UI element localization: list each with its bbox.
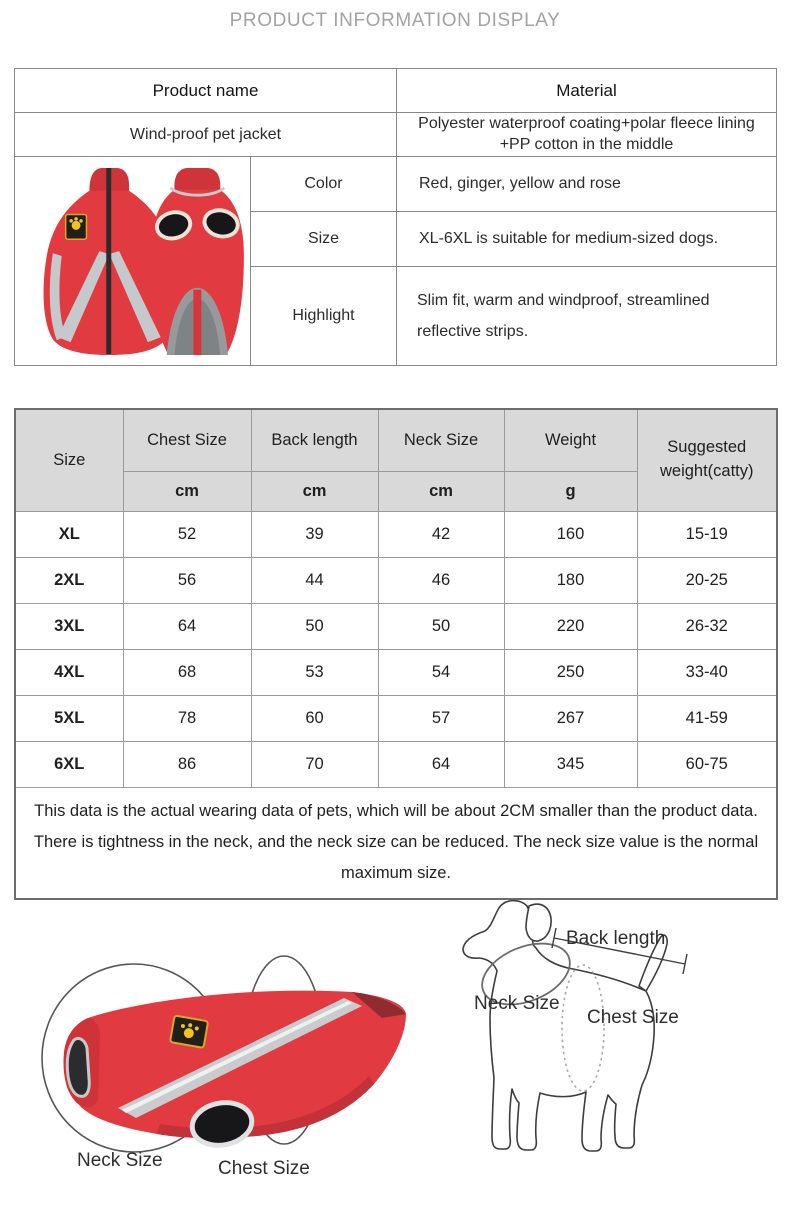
pet-jacket-front-back-image — [20, 162, 246, 360]
table-note — [15, 787, 777, 899]
cell-size: XL — [15, 511, 123, 557]
cell-weight: 220 — [504, 603, 637, 649]
cell-suggested: 26-32 — [637, 603, 777, 649]
cell-suggested: 41-59 — [637, 695, 777, 741]
cell-suggested: 15-19 — [637, 511, 777, 557]
cell-chest: 52 — [123, 511, 251, 557]
product-info-table — [14, 68, 777, 366]
product-name-header: Product name — [15, 69, 397, 113]
size-chart-table — [14, 408, 778, 900]
cell-size: 4XL — [15, 649, 123, 695]
cell-chest: 78 — [123, 695, 251, 741]
dog-chest-size-label: Chest Size — [587, 1007, 679, 1028]
unit-neck: cm — [378, 471, 504, 511]
cell-weight: 160 — [504, 511, 637, 557]
size-chart-header-row — [15, 409, 777, 471]
cell-chest: 56 — [123, 557, 251, 603]
cell-size: 6XL — [15, 741, 123, 787]
col-header-weight: Weight — [504, 409, 637, 471]
table-row-2xl — [15, 557, 777, 603]
note-line-1: This data is the actual wearing data of pets, which will be about 2CM smaller than the product data. — [34, 801, 758, 820]
dog-back-length-label: Back length — [566, 928, 666, 949]
col-header-back: Back length — [251, 409, 378, 471]
table-row-5xl — [15, 695, 777, 741]
cell-neck: 46 — [378, 557, 504, 603]
cell-size: 3XL — [15, 603, 123, 649]
cell-chest: 86 — [123, 741, 251, 787]
unit-back: cm — [251, 471, 378, 511]
material-value: Polyester waterproof coating+polar fleece lining +PP cotton in the middle — [397, 113, 777, 157]
color-value: Red, ginger, yellow and rose — [397, 157, 777, 212]
col-header-size: Size — [15, 409, 123, 511]
cell-size: 2XL — [15, 557, 123, 603]
color-row — [15, 157, 777, 212]
col-header-suggested: Suggested weight(catty) — [637, 409, 777, 511]
cell-weight: 180 — [504, 557, 637, 603]
table-row-6xl — [15, 741, 777, 787]
highlight-label: Highlight — [251, 267, 397, 366]
table-row-4xl — [15, 649, 777, 695]
cell-neck: 64 — [378, 741, 504, 787]
cell-suggested: 60-75 — [637, 741, 777, 787]
cell-neck: 57 — [378, 695, 504, 741]
paw-logo-icon — [65, 214, 86, 239]
cell-chest: 68 — [123, 649, 251, 695]
product-photo-cell — [15, 157, 251, 366]
cell-weight: 267 — [504, 695, 637, 741]
info-value-row — [15, 113, 777, 157]
col-header-chest: Chest Size — [123, 409, 251, 471]
cell-neck: 50 — [378, 603, 504, 649]
cell-back: 53 — [251, 649, 378, 695]
unit-weight: g — [504, 471, 637, 511]
table-row-xl — [15, 511, 777, 557]
cell-size: 5XL — [15, 695, 123, 741]
note-row — [15, 787, 777, 899]
jacket-front-view — [150, 168, 243, 355]
cell-back: 70 — [251, 741, 378, 787]
product-name-value: Wind-proof pet jacket — [15, 113, 397, 157]
col-header-neck: Neck Size — [378, 409, 504, 471]
info-header-row — [15, 69, 777, 113]
cell-back: 50 — [251, 603, 378, 649]
note-line-2: There is tightness in the neck, and the neck size can be reduced. The neck size value is the normal maximum size. — [33, 832, 759, 883]
cell-back: 44 — [251, 557, 378, 603]
cell-suggested: 33-40 — [637, 649, 777, 695]
jacket-neck-size-label: Neck Size — [77, 1150, 163, 1171]
unit-chest: cm — [123, 471, 251, 511]
cell-chest: 64 — [123, 603, 251, 649]
size-label: Size — [251, 212, 397, 267]
jacket-chest-size-label: Chest Size — [218, 1158, 310, 1179]
dog-neck-size-label: Neck Size — [474, 993, 560, 1014]
paw-logo-icon — [170, 1015, 208, 1047]
size-value: XL-6XL is suitable for medium-sized dogs. — [397, 212, 777, 267]
cell-suggested: 20-25 — [637, 557, 777, 603]
page-title: PRODUCT INFORMATION DISPLAY — [229, 10, 561, 31]
material-header: Material — [397, 69, 777, 113]
cell-back: 39 — [251, 511, 378, 557]
cell-weight: 345 — [504, 741, 637, 787]
cell-neck: 54 — [378, 649, 504, 695]
table-row-3xl — [15, 603, 777, 649]
cell-weight: 250 — [504, 649, 637, 695]
color-label: Color — [251, 157, 397, 212]
cell-neck: 42 — [378, 511, 504, 557]
cell-back: 60 — [251, 695, 378, 741]
highlight-value: Slim fit, warm and windproof, streamlined reflective strips. — [397, 267, 777, 366]
